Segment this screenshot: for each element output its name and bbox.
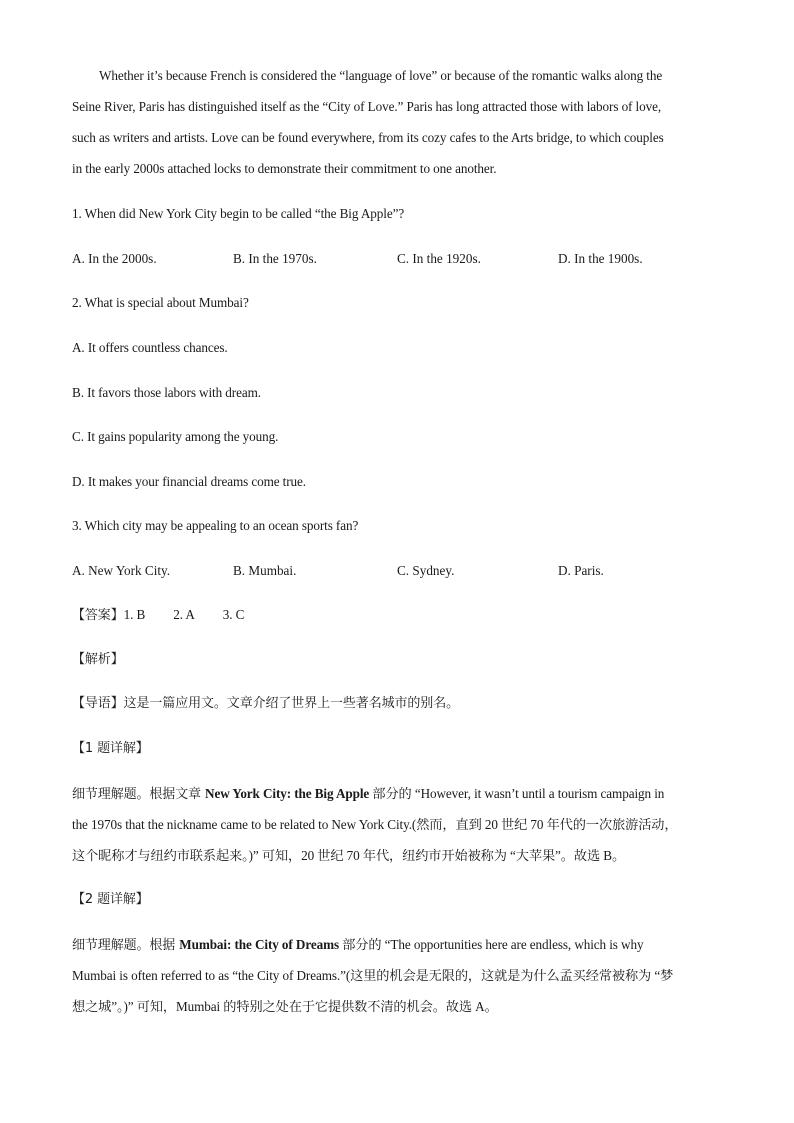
question-1-option-b: B. In the 1970s.: [233, 251, 317, 266]
passage-line-3: such as writers and artists. Love can be found everywhere, from its cozy cafes to the Arts bridge, to which couples: [72, 130, 664, 145]
question-1-option-d: D. In the 1900s.: [558, 251, 643, 266]
question-2-option-d: D. It makes your financial dreams come true.: [72, 474, 306, 489]
answer-2: 2. A: [173, 607, 195, 622]
question-1-option-a: A. In the 2000s.: [72, 251, 157, 266]
question-2-stem: 2. What is special about Mumbai?: [72, 295, 249, 310]
question-3-option-b: B. Mumbai.: [233, 563, 297, 578]
question-1-option-c: C. In the 1920s.: [397, 251, 481, 266]
q1-detail-line-2: the 1970s that the nickname came to be related to New York City.(然而，直到 20 世纪 70 年代的一次旅游活动，: [72, 817, 678, 832]
question-3-option-a: A. New York City.: [72, 563, 171, 578]
question-2-option-c: C. It gains popularity among the young.: [72, 429, 279, 444]
answer-1: 1. B: [123, 607, 146, 622]
answer-label: 【答案】: [72, 608, 124, 623]
answer-3: 3. C: [222, 607, 245, 622]
question-3-option-d: D. Paris.: [558, 563, 604, 578]
passage-line-1: Whether it’s because French is considered the “language of love” or because of the romantic walks along the: [99, 68, 663, 83]
q1-detail-title: 【1 题详解】: [72, 741, 149, 756]
q1-detail-quote: 部分的 “However, it wasn’t until a tourism campaign in: [369, 786, 665, 801]
question-3-option-c: C. Sydney.: [397, 563, 455, 578]
q2-section-heading: Mumbai: the City of Dreams: [179, 937, 340, 952]
q2-detail-quote: 部分的 “The opportunities here are endless, which is why: [339, 937, 644, 952]
q1-detail-line-3: 这个昵称才与纽约市联系起来。)” 可知，20 世纪 70 年代，纽约市开始被称为 “大苹果”。故选 B。: [72, 848, 626, 863]
q1-detail-prefix: 细节理解题。根据文章: [72, 787, 206, 802]
question-2-option-a: A. It offers countless chances.: [72, 340, 228, 355]
question-1-stem: 1. When did New York City begin to be called “the Big Apple”?: [72, 206, 405, 221]
analysis-label: 【解析】: [72, 652, 124, 667]
answer-line: [72, 606, 732, 625]
question-3-stem: 3. Which city may be appealing to an ocean sports fan?: [72, 518, 359, 533]
q2-detail-line-3: 想之城”。)” 可知，Mumbai 的特别之处在于它提供数不清的机会。故选 A。: [72, 999, 498, 1014]
q1-detail-line-1: [72, 785, 732, 804]
q2-detail-title: 【2 题详解】: [72, 892, 149, 907]
passage-line-2: Seine River, Paris has distinguished itself as the “City of Love.” Paris has long attracted those with labors of love,: [72, 99, 662, 114]
q2-detail-line-2: Mumbai is often referred to as “the City of Dreams.”(这里的机会是无限的，这就是为什么孟买经常被称为 “梦: [72, 968, 674, 983]
q2-detail-prefix: 细节理解题。根据: [72, 938, 180, 953]
analysis-guide: 【导语】这是一篇应用文。文章介绍了世界上一些著名城市的别名。: [72, 696, 460, 711]
q1-section-heading: New York City: the Big Apple: [205, 786, 370, 801]
question-2-option-b: B. It favors those labors with dream.: [72, 385, 261, 400]
q2-detail-line-1: [72, 936, 732, 955]
passage-line-4: in the early 2000s attached locks to demonstrate their commitment to one another.: [72, 161, 497, 176]
